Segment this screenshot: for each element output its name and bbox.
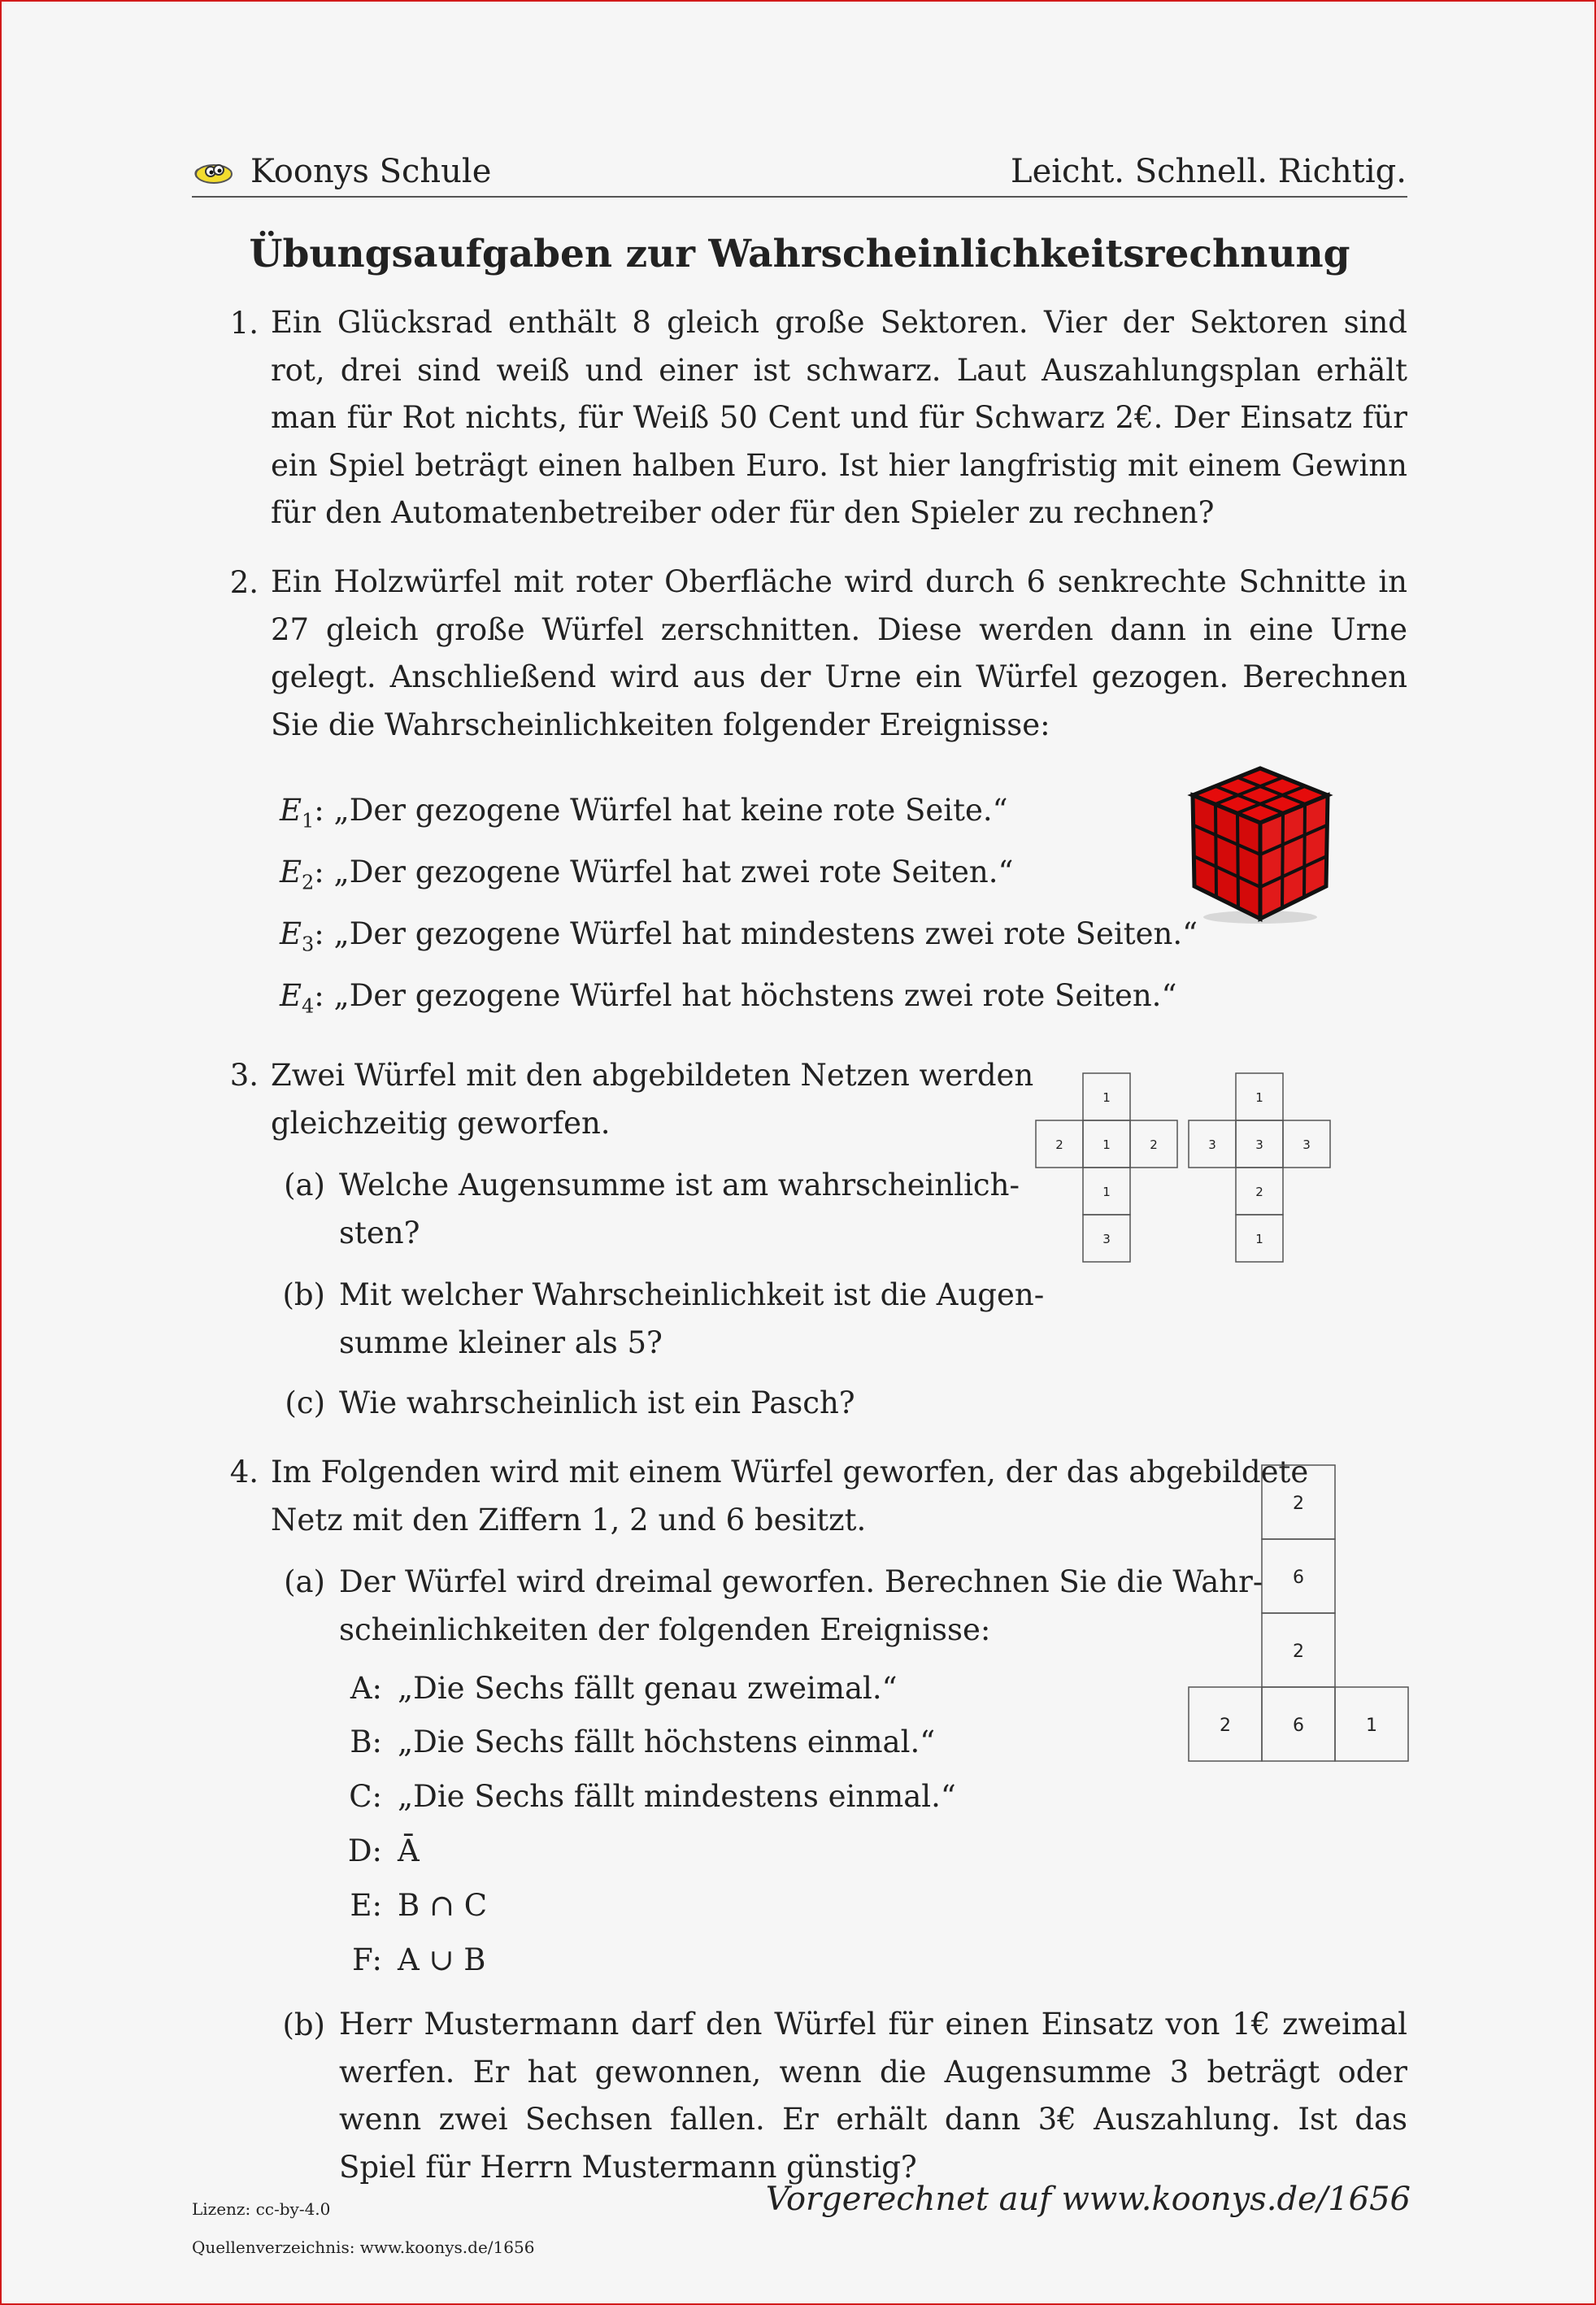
task-3a-line-1: Welche Augensumme ist am wahrscheinlich- (339, 1168, 1020, 1203)
net3-bottom-left: 2 (1220, 1716, 1231, 1736)
task-4-line-2: Netz mit den Ziffern 1, 2 und 6 besitzt. (271, 1503, 867, 1537)
task-3-line-1: Zwei Würfel mit den abgebildeten Netzen werden (271, 1058, 1034, 1093)
event-a-text: „Die Sechs fällt genau zweimal.“ (398, 1671, 898, 1706)
event-e3-index: 3 (302, 933, 315, 956)
footer-solved-link[interactable]: Vorgerechnet auf www.koonys.de/1656 (765, 2181, 1411, 2218)
event-e4-index: 4 (302, 994, 315, 1018)
net3-cell-2: 6 (1293, 1568, 1304, 1588)
net2-top: 1 (1255, 1090, 1263, 1105)
task-3b-label: (b) (282, 1277, 325, 1312)
event-e2-symbol: E (280, 855, 302, 889)
event-e3-text: „Der gezogene Würfel hat mindestens zwei rote Seiten.“ (333, 916, 1198, 951)
net3-cell-3: 2 (1293, 1642, 1304, 1662)
net2-center: 3 (1255, 1137, 1263, 1152)
header-slogan: Leicht. Schnell. Richtig. (1011, 153, 1407, 190)
footer-sources: Quellenverzeichnis: www.koonys.de/1656 (192, 2238, 535, 2257)
event-e4: $E_4$: „Der gezogene Würfel hat höchstens zwei rote Seiten.“ (280, 978, 1177, 1018)
net1-top: 1 (1102, 1090, 1111, 1105)
event-e3: $E_3$: „Der gezogene Würfel hat mindestens zwei rote Seiten.“ (280, 916, 1198, 956)
event-f-label: F: (352, 1942, 382, 1977)
task-4b-text: Herr Mustermann darf den Würfel für einen Einsatz von 1€ zweimal werfen. Er hat gewonnen, wenn die Augensumme 3 beträgt oder wenn zwei Sechsen fallen. Er erhält dann 3€ Auszahlung. Ist das Spiel für Herrn Mustermann günstig? (339, 2007, 1407, 2185)
task-3b-line-1: Mit welcher Wahrscheinlichkeit ist die Augen- (339, 1277, 1045, 1312)
task-3-number: 3. (229, 1058, 259, 1093)
dice-net-task4-image (1185, 1463, 1410, 1766)
event-e3-symbol: E (280, 916, 302, 951)
event-b-text: „Die Sechs fällt höchstens einmal.“ (398, 1724, 936, 1759)
net2-below: 2 (1255, 1185, 1263, 1199)
header-brand (192, 153, 491, 190)
task-1-number: 1. (229, 306, 259, 341)
task-3-line-2: gleichzeitig geworfen. (271, 1106, 611, 1141)
net2-left: 3 (1208, 1137, 1216, 1152)
event-e1-text: „Der gezogene Würfel hat keine rote Seite.“ (333, 793, 1008, 828)
event-a-label: A: (350, 1671, 382, 1706)
koonys-logo-icon (192, 158, 234, 185)
net1-left: 2 (1055, 1137, 1063, 1152)
net2-bottom: 1 (1255, 1232, 1263, 1246)
event-e1: $E_1$: „Der gezogene Würfel hat keine rote Seite.“ (280, 793, 1008, 833)
task-2-number: 2. (229, 565, 259, 600)
net1-center: 1 (1102, 1137, 1111, 1152)
task-4a-line-2: scheinlichkeiten der folgenden Ereignisse: (339, 1612, 991, 1647)
task-1-text: Ein Glücksrad enthält 8 gleich große Sektoren. Vier der Sektoren sind rot, drei sind weiß und einer ist schwarz. Laut Auszahlungsplan erhält man für Rot nichts, für Weiß 50 Cent und für Schwarz 2€. Der Einsatz für ein Spiel beträgt einen halben Euro. Ist hier langfristig mit einem Gewinn für den Automatenbetreiber oder für den Spieler zu rechnen? (271, 305, 1407, 530)
event-e1-index: 1 (302, 809, 315, 833)
dice-nets-image (1033, 1072, 1333, 1267)
event-d-text: Ā (398, 1833, 420, 1868)
net2-right: 3 (1302, 1137, 1311, 1152)
task-4a-line-1: Der Würfel wird dreimal geworfen. Berechnen Sie die Wahr- (339, 1564, 1263, 1599)
task-4a-label: (a) (284, 1564, 325, 1599)
event-e2: $E_2$: „Der gezogene Würfel hat zwei rote Seiten.“ (280, 855, 1014, 894)
event-e-text: B ∩ C (398, 1888, 488, 1923)
task-3a-label: (a) (284, 1168, 325, 1203)
event-d-label: D: (347, 1833, 382, 1868)
event-c-label: C: (349, 1779, 382, 1814)
task-3a-line-2: sten? (339, 1216, 420, 1250)
event-e-label: E: (350, 1888, 382, 1923)
event-f-text: A ∪ B (398, 1942, 486, 1977)
net3-cell-1: 2 (1293, 1494, 1304, 1514)
net3-bottom-middle: 6 (1293, 1716, 1304, 1736)
net1-bottom: 3 (1102, 1232, 1111, 1246)
red-cube-image (1183, 764, 1333, 927)
task-4-line-1: Im Folgenden wird mit einem Würfel geworfen, der das abgebildete (271, 1455, 1309, 1490)
event-b-label: B: (350, 1724, 382, 1759)
net1-right: 2 (1150, 1137, 1158, 1152)
task-3b-line-2: summe kleiner als 5? (339, 1325, 663, 1360)
net3-bottom-right: 1 (1366, 1716, 1377, 1736)
task-4-number: 4. (229, 1455, 259, 1490)
net1-below: 1 (1102, 1185, 1111, 1199)
event-c-text: „Die Sechs fällt mindestens einmal.“ (398, 1779, 956, 1814)
page-title: Übungsaufgaben zur Wahrscheinlichkeitsrechnung (249, 232, 1350, 276)
brand-name: Koonys Schule (250, 153, 492, 190)
event-e2-index: 2 (302, 871, 315, 894)
event-e1-symbol: E (280, 793, 302, 828)
event-e4-symbol: E (280, 978, 302, 1013)
task-2-text: Ein Holzwürfel mit roter Oberfläche wird durch 6 senkrechte Schnitte in 27 gleich große Würfel zerschnitten. Diese werden dann in eine Urne gelegt. Anschließend wird aus der Urne ein Würfel gezogen. Berechnen Sie die Wahrscheinlichkeiten folgender Ereignisse: (271, 564, 1407, 742)
event-e2-text: „Der gezogene Würfel hat zwei rote Seiten.“ (333, 855, 1014, 889)
task-3c-line-1: Wie wahrscheinlich ist ein Pasch? (339, 1385, 855, 1420)
task-3c-label: (c) (285, 1385, 325, 1420)
footer-license: Lizenz: cc-by-4.0 (192, 2199, 331, 2219)
task-4b-label: (b) (282, 2007, 325, 2042)
header-rule (192, 196, 1407, 198)
event-e4-text: „Der gezogene Würfel hat höchstens zwei rote Seiten.“ (333, 978, 1177, 1013)
